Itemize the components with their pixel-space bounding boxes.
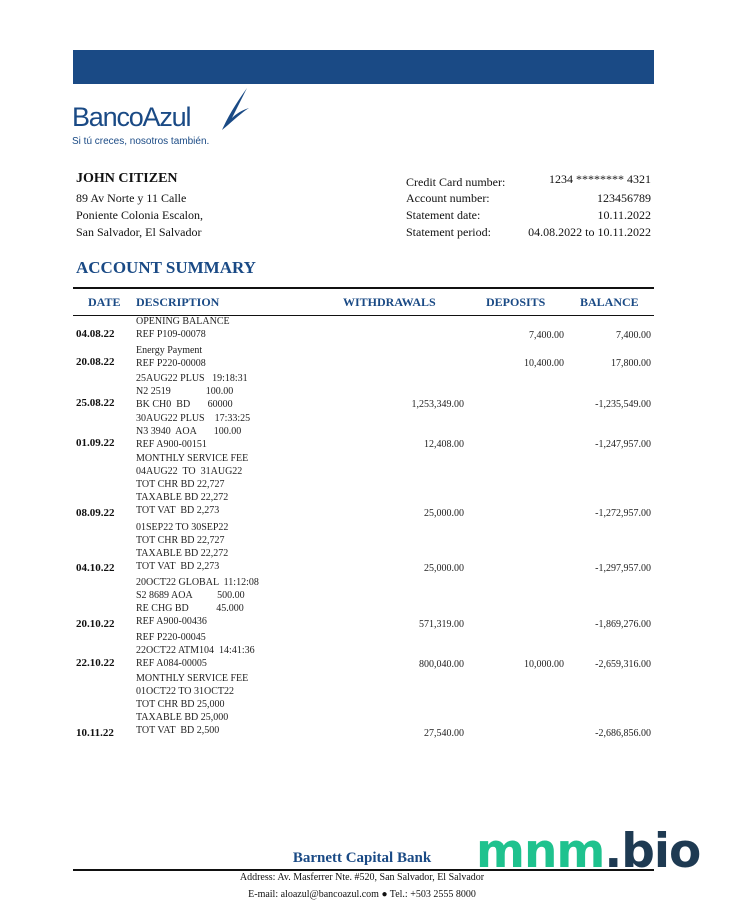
transaction-balance: -1,272,957.00 bbox=[595, 508, 651, 519]
transaction-description-line: 25AUG22 PLUS 19:18:31 bbox=[136, 373, 248, 384]
statement-period-value: 04.08.2022 to 10.11.2022 bbox=[528, 225, 651, 239]
transaction-description-line: 01OCT22 TO 31OCT22 bbox=[136, 686, 234, 697]
transaction-description-line: TAXABLE BD 25,000 bbox=[136, 712, 229, 723]
transaction-date: 08.09.22 bbox=[76, 507, 115, 519]
column-header-date: DATE bbox=[88, 295, 121, 309]
transaction-description-line: REF P109-00078 bbox=[136, 329, 206, 340]
transaction-description-line: TAXABLE BD 22,272 bbox=[136, 548, 229, 559]
transaction-withdrawal: 571,319.00 bbox=[419, 619, 464, 630]
transaction-description-line: TOT VAT BD 2,273 bbox=[136, 505, 220, 516]
transaction-withdrawal: 25,000.00 bbox=[424, 508, 464, 519]
account-number-value: 123456789 bbox=[597, 191, 651, 205]
transaction-description-line: TOT CHR BD 25,000 bbox=[136, 699, 225, 710]
transaction-withdrawal: 12,408.00 bbox=[424, 439, 464, 450]
logo-wordmark: BancoAzul bbox=[72, 102, 191, 132]
table-top-rule bbox=[73, 287, 654, 289]
transaction-description-line: N2 2519 100.00 bbox=[136, 386, 234, 397]
transaction-date: 22.10.22 bbox=[76, 657, 115, 669]
transaction-date: 20.10.22 bbox=[76, 618, 115, 630]
transaction-description-line: MONTHLY SERVICE FEE bbox=[136, 673, 249, 684]
transaction-date: 04.08.22 bbox=[76, 328, 115, 340]
transaction-balance: -2,686,856.00 bbox=[595, 728, 651, 739]
transaction-description-line: REF P220-00045 bbox=[136, 632, 206, 643]
footer-address: Address: Av. Masferrer Nte. #520, San Salvador, El Salvador bbox=[239, 872, 485, 883]
transaction-balance: -1,869,276.00 bbox=[595, 619, 651, 630]
transaction-description-line: N3 3940 AOA 100.00 bbox=[136, 426, 242, 437]
transaction-balance: 7,400.00 bbox=[616, 330, 651, 341]
watermark-part: mnm bbox=[476, 824, 605, 879]
customer-address-line: 89 Av Norte y 11 Calle bbox=[76, 191, 187, 205]
watermark-part: .bio bbox=[604, 824, 701, 879]
transaction-balance: -1,235,549.00 bbox=[595, 399, 651, 410]
column-header-balance: BALANCE bbox=[580, 295, 639, 309]
transaction-description-line: MONTHLY SERVICE FEE bbox=[136, 453, 249, 464]
transaction-description-line: 01SEP22 TO 30SEP22 bbox=[136, 522, 229, 533]
transaction-description-line: OPENING BALANCE bbox=[136, 316, 230, 327]
column-header-withdrawals: WITHDRAWALS bbox=[343, 295, 436, 309]
transaction-description-line: TOT VAT BD 2,500 bbox=[136, 725, 220, 736]
transaction-deposit: 7,400.00 bbox=[529, 330, 564, 341]
transaction-description-line: REF P220-00008 bbox=[136, 358, 206, 369]
transaction-description-line: 22OCT22 ATM104 14:41:36 bbox=[136, 645, 255, 656]
card-number-value: 1234 ******** 4321 bbox=[549, 172, 651, 186]
transaction-withdrawal: 25,000.00 bbox=[424, 563, 464, 574]
transaction-deposit: 10,400.00 bbox=[524, 358, 564, 369]
transaction-description-line: TAXABLE BD 22,272 bbox=[136, 492, 229, 503]
logo-tagline: Si tú creces, nosotros también. bbox=[72, 136, 210, 147]
watermark bbox=[476, 824, 701, 879]
transaction-description-line: TOT CHR BD 22,727 bbox=[136, 479, 225, 490]
transaction-balance: -2,659,316.00 bbox=[595, 659, 651, 670]
footer-bank-name: Barnett Capital Bank bbox=[292, 850, 432, 866]
transaction-date: 04.10.22 bbox=[76, 562, 115, 574]
transaction-balance: -1,297,957.00 bbox=[595, 563, 651, 574]
bank-logo bbox=[72, 88, 272, 152]
customer-name: JOHN CITIZEN bbox=[76, 171, 178, 186]
transaction-description-line: TOT VAT BD 2,273 bbox=[136, 561, 220, 572]
transaction-date: 10.11.22 bbox=[76, 727, 114, 739]
transaction-withdrawal: 1,253,349.00 bbox=[411, 399, 464, 410]
footer-contact: E-mail: aloazul@bancoazul.com ● Tel.: +503 2555 8000 bbox=[248, 889, 476, 900]
transaction-description-line: REF A084-00005 bbox=[136, 658, 207, 669]
transaction-description-line: 30AUG22 PLUS 17:33:25 bbox=[136, 413, 251, 424]
feather-icon bbox=[220, 88, 250, 132]
transaction-description-line: Energy Payment bbox=[136, 345, 203, 356]
transaction-description-line: BK CH0 BD 60000 bbox=[136, 399, 233, 410]
section-title: ACCOUNT SUMMARY bbox=[76, 258, 256, 277]
statement-period-label: Statement period: bbox=[406, 225, 491, 239]
header-bar bbox=[73, 50, 654, 84]
transaction-balance: -1,247,957.00 bbox=[595, 439, 651, 450]
transaction-withdrawal: 27,540.00 bbox=[424, 728, 464, 739]
transaction-description-line: RE CHG BD 45.000 bbox=[136, 603, 244, 614]
transaction-description-line: REF A900-00436 bbox=[136, 616, 207, 627]
statement-date-label: Statement date: bbox=[406, 208, 481, 222]
transaction-description-line: S2 8689 AOA 500.00 bbox=[136, 590, 245, 601]
transaction-description-line: TOT CHR BD 22,727 bbox=[136, 535, 225, 546]
transaction-date: 25.08.22 bbox=[76, 397, 115, 409]
account-number-label: Account number: bbox=[406, 191, 490, 205]
statement-date-value: 10.11.2022 bbox=[597, 208, 651, 222]
card-number-label: Credit Card number: bbox=[406, 175, 506, 189]
transaction-balance: 17,800.00 bbox=[611, 358, 651, 369]
transaction-withdrawal: 800,040.00 bbox=[419, 659, 464, 670]
transaction-description-line: 04AUG22 TO 31AUG22 bbox=[136, 466, 243, 477]
column-header-deposits: DEPOSITS bbox=[486, 295, 546, 309]
transaction-deposit: 10,000.00 bbox=[524, 659, 564, 670]
customer-address-line: Poniente Colonia Escalon, bbox=[76, 208, 203, 222]
transaction-description-line: 20OCT22 GLOBAL 11:12:08 bbox=[136, 577, 259, 588]
column-header-description: DESCRIPTION bbox=[136, 295, 220, 309]
transaction-date: 20.08.22 bbox=[76, 356, 115, 368]
transaction-date: 01.09.22 bbox=[76, 437, 115, 449]
transaction-description-line: REF A900-00151 bbox=[136, 439, 207, 450]
customer-address-line: San Salvador, El Salvador bbox=[76, 225, 202, 239]
